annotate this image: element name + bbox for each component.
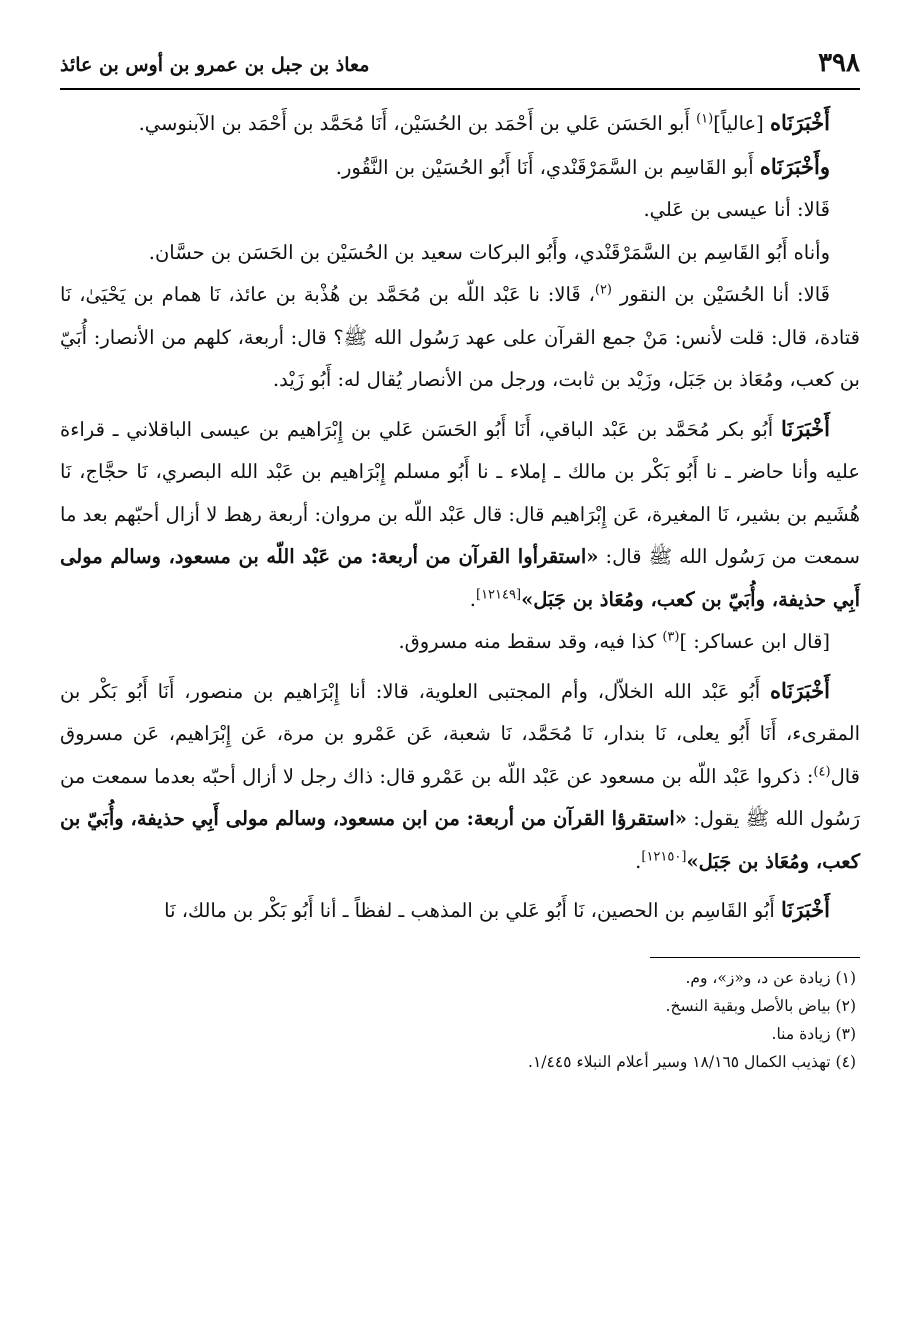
paragraph-3: قَالا: أنا عيسى بن عَلي. [643, 198, 830, 221]
footnote-divider [650, 957, 860, 958]
hadith-text: «استقرؤا القرآن من أربعة: من ابن مسعود، وسالم مولى أَبِي حذيفة، وأُبَيّ بن كعب، ومُعَاذ بن جَبَل» [60, 807, 860, 873]
footnotes [60, 964, 860, 1076]
paragraph-8: أَخْبَرَنَاه أَبُو عَبْد الله الخلاّل، وأم المجتبى العلوية، قالا: أنا إِبْرَاهيم بن منصور، أَنَا أَبُو بَكْر بن المقرىء، أَنَا أَبُو يعلى، نَا بندار، نَا مُحَمَّد، نَا شعبة، عَن عَمْرو بن مرة، عَن إِبْرَاهيم، عَن مسروق قال$^{(٤)}$: ذكروا عَبْد اللّه بن مسعود عن عَبْد اللّه بن عَمْرو قال: ذاك رجل لا أزال أحبّه بعدما سمعت من رَسُول الله ﷺ يقول: «استقرؤا القرآن من أربعة: من ابن مسعود، وسالم مولى أَبِي حذيفة، وأُبَيّ بن كعب، ومُعَاذ بن جَبَل»[١٢١٥٠]. [60, 677, 860, 873]
footnote-ref: (٣) [662, 629, 680, 645]
footnote-ref: (٢) [594, 282, 612, 298]
footnote-ref: (١) [696, 111, 714, 127]
footnote-ref: (٤) [813, 764, 831, 779]
footnote-1: (١) زيادة عن د، و«ز»، وم. [685, 968, 856, 987]
keyword-akhbarana: أَخْبَرَنَا [781, 415, 830, 441]
paragraph-4: وأناه أَبُو القَاسِم بن السَّمَرْقَنْدي، وأَبُو البركات سعيد بن الحُسَيْن بن الحَسَن بن حسَّان. [148, 240, 830, 264]
book-page [60, 48, 860, 1076]
keyword-akhbarana: وأَخْبَرَنَاه [759, 153, 830, 179]
footnote-2: (٢) بياض بالأصل وبقية النسخ. [665, 996, 856, 1015]
footnote-4: (٤) تهذيب الكمال ١٨/١٦٥ وسير أعلام النبلاء ١/٤٤٥. [528, 1052, 856, 1071]
main-text [60, 102, 860, 933]
running-title: معاذ بن جبل بن عمرو بن أوس بن عائذ [60, 54, 370, 76]
keyword-akhbarana: أَخْبَرَنَاه [770, 677, 830, 703]
hadith-text: «استقرأوا القرآن من أربعة: من عَبْد اللّه بن مسعود، وسالم مولى أَبِي حذيفة، وأُبَيّ بن كعب، ومُعَاذ بن جَبَل» [60, 545, 860, 611]
paragraph-1: أَخْبَرَنَاه [عالياً]$^{(١)}$ أَبو الحَسَن عَلي بن أَحْمَد بن الحُسَيْن، أَنَا مُحَمَّد بن أَحْمَد بن الآبنوسي. [138, 110, 830, 135]
footnote-3: (٣) زيادة منا. [771, 1024, 856, 1043]
keyword-akhbarana: أَخْبَرَنَا [781, 897, 830, 922]
hadith-number: [١٢١٥٠] [641, 849, 687, 864]
paragraph-9: أَخْبَرَنَا أَبُو القَاسِم بن الحصين، نَا أَبُو عَلي بن المذهب ـ لفظاً ـ أنا أَبُو بَكْر بن مالك، نَا [164, 897, 830, 922]
running-header [60, 48, 860, 90]
paragraph-7: [قال ابن عساكر: ]$^{(٣)}$ كذا فيه، وقد سقط منه مسروق. [398, 629, 830, 653]
keyword-akhbarana: أَخْبَرَنَاه [770, 110, 830, 135]
hadith-number: [١٢١٤٩] [475, 587, 522, 602]
page-number: ٣٩٨ [818, 48, 860, 78]
paragraph-2: وأَخْبَرَنَاه أَبو القَاسِم بن السَّمَرْقَنْدي، أَنَا أَبُو الحُسَيْن بن النَّقُور. [335, 153, 830, 179]
paragraph-5: قَالا: أنا الحُسَيْن بن النقور $^{(٢)}$، قَالا: نا عَبْد اللّه بن مُحَمَّد بن هُذْبة بن عائذ، نَا همام بن يَحْيَىٰ، نَا قتادة، قال: قلت لأنس: مَنْ جمع القرآن على عهد رَسُول الله ﷺ؟ قال: أربعة، كلهم من الأنصار: أُبَيّ بن كعب، ومُعَاذ بن جَبَل، وزَيْد بن ثابت، ورجل من الأنصار يُقال له: أَبُو زَيْد. [60, 282, 860, 391]
paragraph-6: أَخْبَرَنَا أَبُو بكر مُحَمَّد بن عَبْد الباقي، أَنَا أَبُو الحَسَن عَلي بن إِبْرَاهيم بن عيسى الباقلاني ـ قراءة عليه وأنا حاضر ـ نا أَبُو بَكْر بن مالك ـ إملاء ـ نا أَبُو مسلم إِبْرَاهيم بن عَبْد الله البصري، نَا حجَّاج، نَا هُشَيم بن بشير، نَا المغيرة، عَن إِبْرَاهيم قال: قال عَبْد اللّه بن مروان: أربعة رهط لا أزال أحبّهم بعد ما سمعت من رَسُول الله ﷺ قال: «استقرأوا القرآن من أربعة: من عَبْد اللّه بن مسعود، وسالم مولى أَبِي حذيفة، وأُبَيّ بن كعب، ومُعَاذ بن جَبَل»[١٢١٤٩]. [60, 415, 860, 611]
